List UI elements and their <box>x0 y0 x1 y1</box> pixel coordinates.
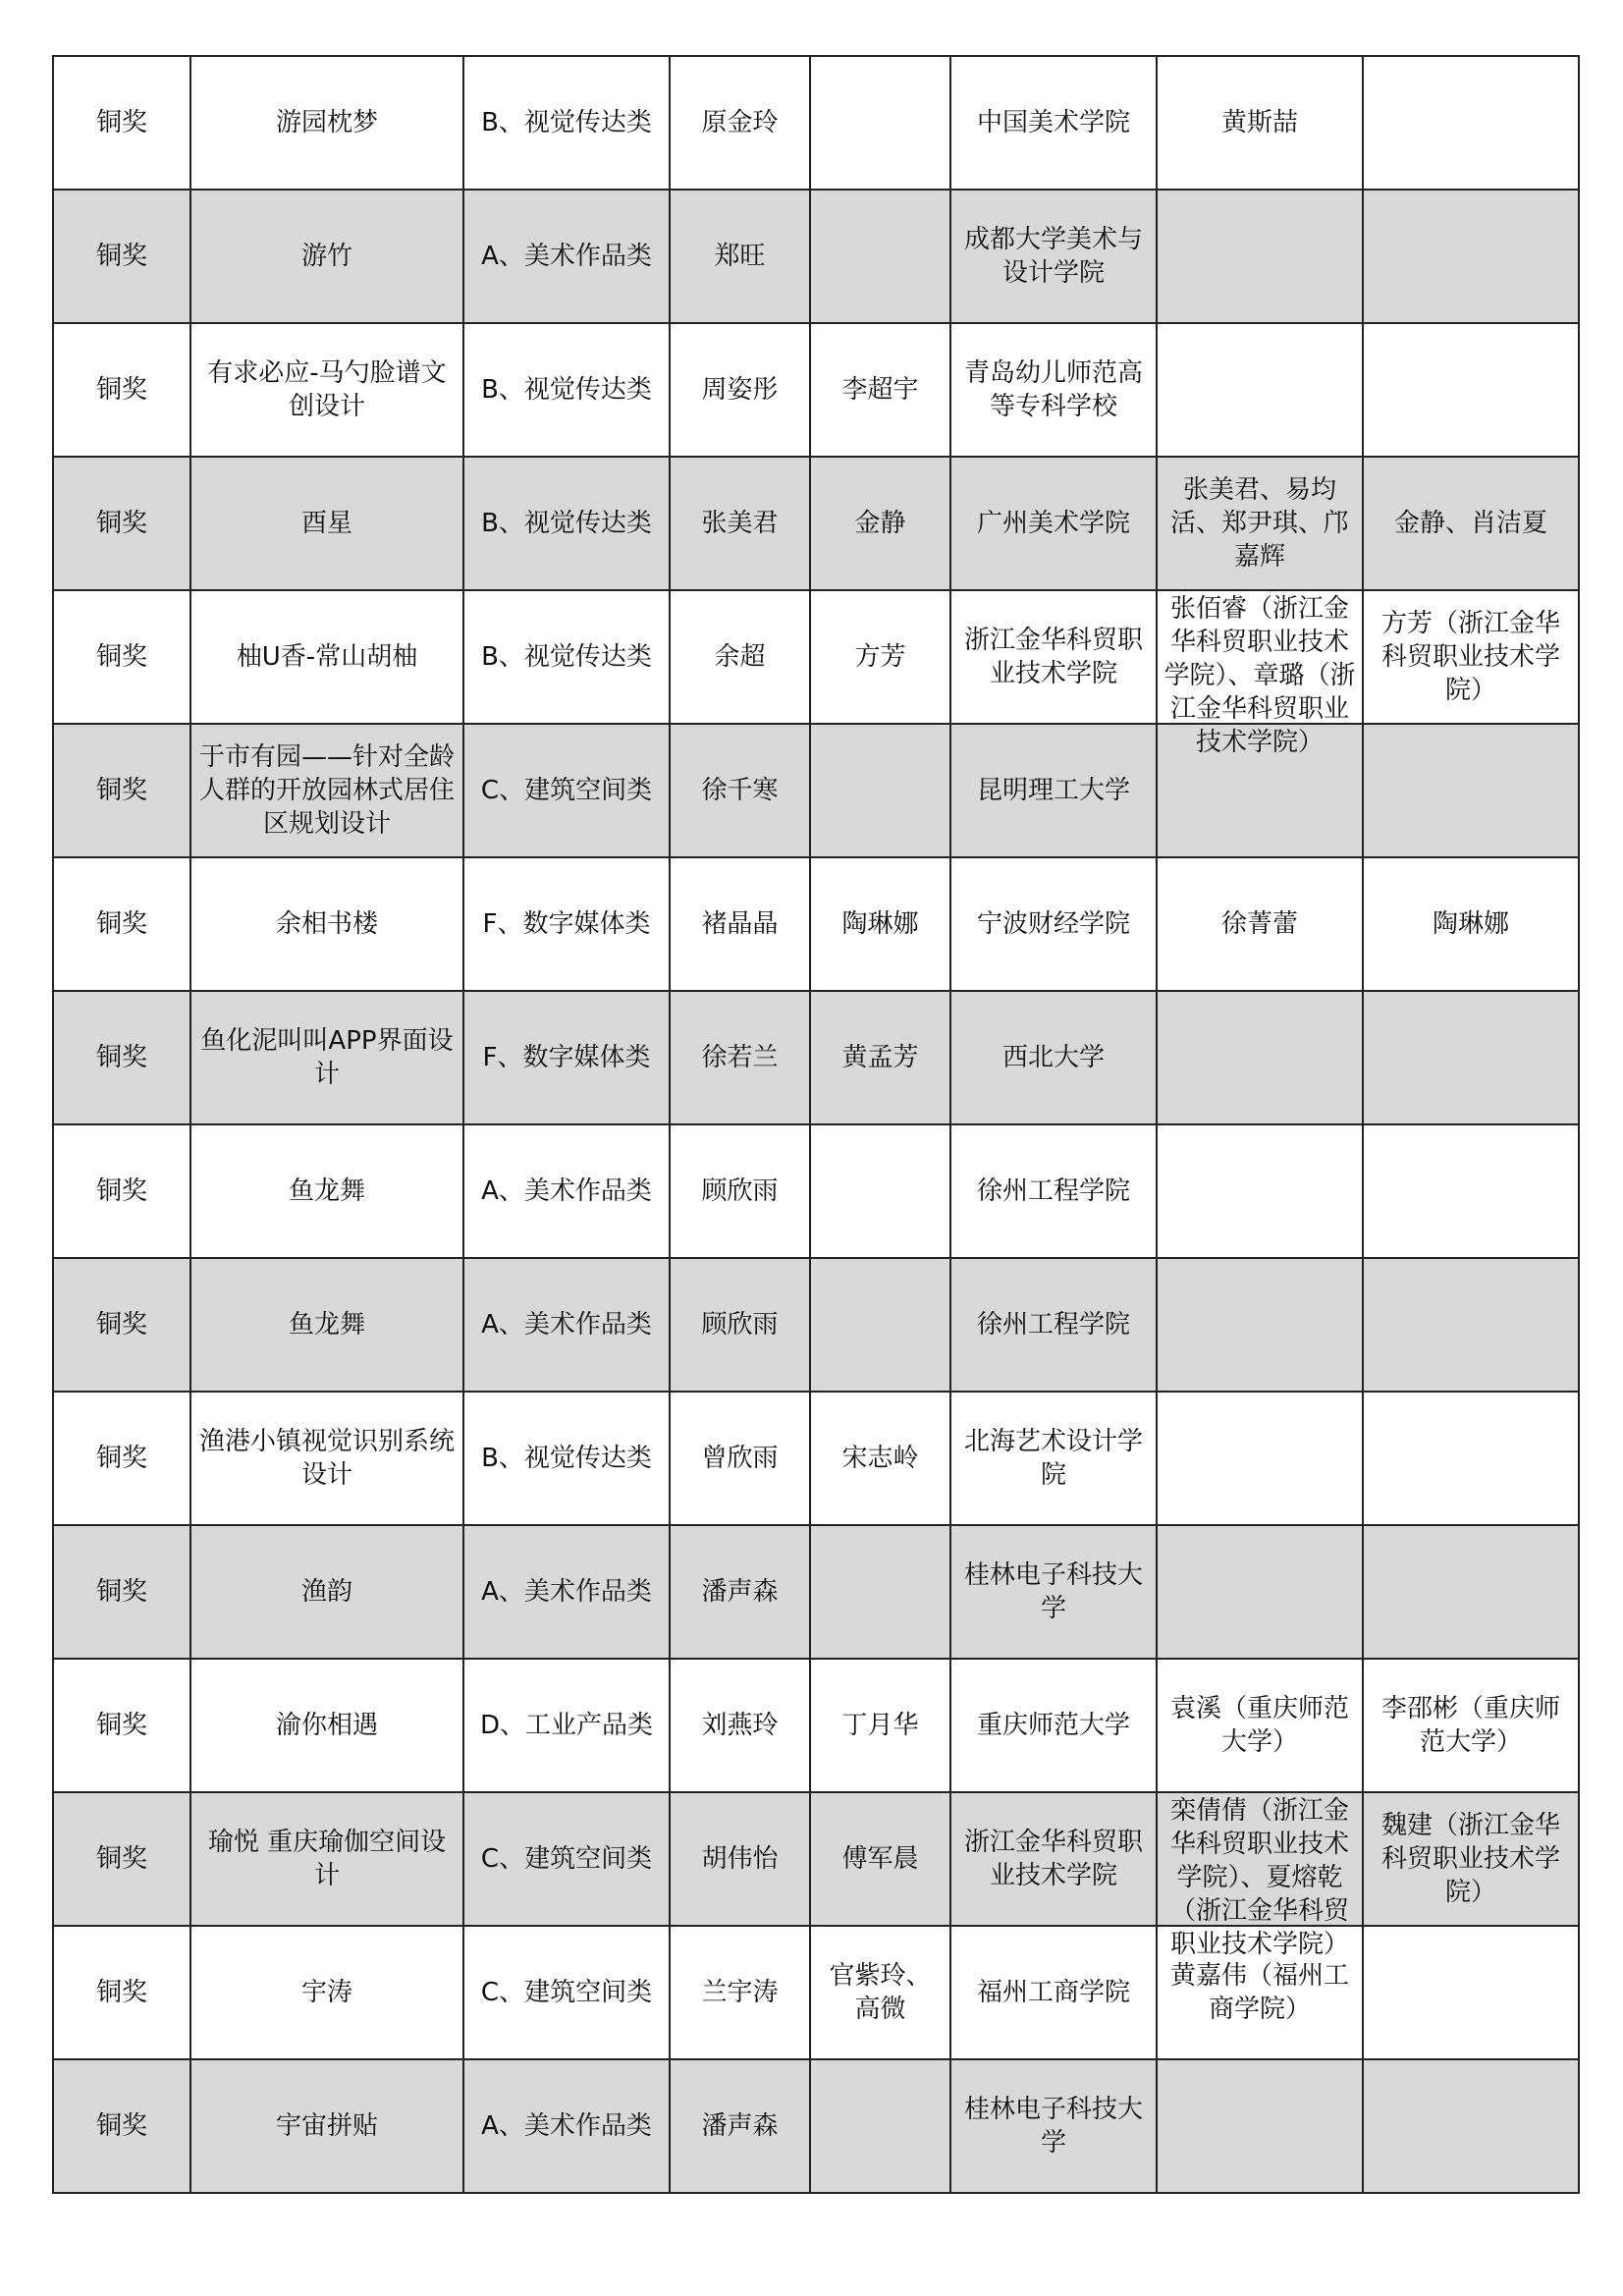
advisor2-cell <box>1363 190 1579 323</box>
author-cell-text: 张美君 <box>701 509 779 538</box>
school-cell <box>950 1926 1157 2059</box>
work-title-cell-text: 余相书楼 <box>275 909 378 939</box>
award-cell <box>53 323 190 457</box>
coauthor-cell <box>810 991 950 1124</box>
school-cell-text: 重庆师范大学 <box>976 1711 1130 1740</box>
category-cell-text: A、美术作品类 <box>481 1577 652 1607</box>
coauthor-cell <box>810 457 950 590</box>
category-cell <box>463 857 670 991</box>
advisor2-cell <box>1363 2059 1579 2193</box>
category-cell-text: C、建筑空间类 <box>480 776 653 805</box>
work-title-cell-text: 酉星 <box>300 509 352 538</box>
advisor-cell <box>1157 56 1363 190</box>
school-cell-text: 青岛幼儿师范高等专科学校 <box>963 358 1143 421</box>
award-cell-text: 铜奖 <box>95 642 147 672</box>
coauthor-cell <box>810 857 950 991</box>
author-cell <box>670 1926 810 2059</box>
advisor-cell-text: 张佰睿（浙江金华科贸职业技术学院）、章璐（浙江金华科贸职业技术学院） <box>1163 594 1356 757</box>
school-cell-text: 徐州工程学院 <box>976 1176 1130 1206</box>
work-title-cell-text: 渝你相遇 <box>275 1711 378 1740</box>
school-cell-text: 徐州工程学院 <box>976 1310 1130 1339</box>
work-title-cell <box>190 857 463 991</box>
coauthor-cell-text: 丁月华 <box>841 1711 919 1740</box>
award-cell <box>53 1525 190 1659</box>
award-cell <box>53 1792 190 1926</box>
table-row <box>53 56 1579 190</box>
school-cell <box>950 1124 1157 1258</box>
school-cell-text: 浙江金华科贸职业技术学院 <box>963 626 1143 688</box>
award-cell-text: 铜奖 <box>95 1176 147 1206</box>
school-cell-text: 桂林电子科技大学 <box>963 1560 1143 1623</box>
category-cell-text: B、视觉传达类 <box>481 1444 652 1473</box>
school-cell <box>950 1392 1157 1525</box>
category-cell <box>463 190 670 323</box>
advisor-cell <box>1157 590 1363 757</box>
award-cell-text: 铜奖 <box>95 1577 147 1607</box>
award-cell-text: 铜奖 <box>95 1043 147 1072</box>
advisor-cell <box>1157 457 1363 590</box>
work-title-cell-text: 游园枕梦 <box>275 108 378 137</box>
table-row <box>53 857 1579 991</box>
advisor2-cell-text: 魏建（浙江金华科贸职业技术学院） <box>1380 1811 1560 1907</box>
work-title-cell <box>190 56 463 190</box>
category-cell <box>463 457 670 590</box>
school-cell <box>950 457 1157 590</box>
advisor-cell <box>1157 1392 1363 1525</box>
school-cell <box>950 1792 1157 1926</box>
school-cell-text: 北海艺术设计学院 <box>963 1427 1143 1490</box>
author-cell-text: 顾欣雨 <box>701 1310 779 1339</box>
school-cell-text: 昆明理工大学 <box>976 776 1130 805</box>
category-cell <box>463 56 670 190</box>
advisor-cell <box>1157 323 1363 457</box>
category-cell <box>463 1792 670 1926</box>
author-cell <box>670 1792 810 1926</box>
coauthor-cell <box>810 1792 950 1926</box>
work-title-cell-text: 有求必应-马勺脸谱文创设计 <box>207 358 447 421</box>
award-cell-text: 铜奖 <box>95 108 147 137</box>
table-row <box>53 1926 1579 2059</box>
author-cell <box>670 1258 810 1392</box>
work-title-cell <box>190 991 463 1124</box>
school-cell <box>950 857 1157 991</box>
category-cell <box>463 590 670 724</box>
coauthor-cell <box>810 1525 950 1659</box>
author-cell <box>670 1124 810 1258</box>
category-cell-text: C、建筑空间类 <box>480 1978 653 2007</box>
author-cell-text: 潘声森 <box>701 1577 779 1607</box>
work-title-cell <box>190 1525 463 1659</box>
coauthor-cell-text: 金静 <box>854 509 906 538</box>
table-row <box>53 1792 1579 1926</box>
award-table <box>52 55 1580 2194</box>
category-cell <box>463 724 670 857</box>
work-title-cell <box>190 1659 463 1792</box>
advisor-cell <box>1157 857 1363 991</box>
author-cell <box>670 2059 810 2193</box>
work-title-cell-text: 宇涛 <box>300 1978 352 2007</box>
work-title-cell-text: 瑜悦 重庆瑜伽空间设计 <box>207 1828 447 1890</box>
work-title-cell-text: 于市有园——针对全龄人群的开放园林式居住区规划设计 <box>198 742 455 839</box>
award-cell <box>53 1124 190 1258</box>
table-row <box>53 1258 1579 1392</box>
advisor-cell-text: 黄嘉伟（福州工商学院） <box>1169 1961 1349 2024</box>
advisor-cell-text: 张美君、易均活、郑尹琪、邝嘉辉 <box>1169 475 1349 572</box>
category-cell <box>463 1659 670 1792</box>
school-cell-text: 宁波财经学院 <box>976 909 1130 939</box>
coauthor-cell <box>810 56 950 190</box>
award-cell-text: 铜奖 <box>95 1844 147 1874</box>
category-cell-text: F、数字媒体类 <box>482 1043 651 1072</box>
advisor-cell <box>1157 1792 1363 1959</box>
award-cell <box>53 857 190 991</box>
category-cell-text: A、美术作品类 <box>481 2111 652 2141</box>
coauthor-cell-text: 陶琳娜 <box>841 909 919 939</box>
advisor-cell <box>1157 991 1363 1124</box>
author-cell <box>670 590 810 724</box>
author-cell <box>670 323 810 457</box>
work-title-cell <box>190 2059 463 2193</box>
advisor-cell <box>1157 1124 1363 1258</box>
work-title-cell-text: 宇宙拼贴 <box>275 2111 378 2141</box>
advisor2-cell <box>1363 724 1579 857</box>
award-cell <box>53 1258 190 1392</box>
advisor2-cell <box>1363 56 1579 190</box>
category-cell <box>463 991 670 1124</box>
category-cell-text: A、美术作品类 <box>481 1310 652 1339</box>
author-cell-text: 刘燕玲 <box>701 1711 779 1740</box>
advisor-cell-text: 袁溪（重庆师范大学） <box>1169 1694 1349 1757</box>
advisor2-cell <box>1363 1124 1579 1258</box>
author-cell-text: 周姿彤 <box>701 375 779 405</box>
category-cell-text: A、美术作品类 <box>481 242 652 271</box>
coauthor-cell-text: 黄孟芳 <box>841 1043 919 1072</box>
author-cell <box>670 991 810 1124</box>
category-cell-text: C、建筑空间类 <box>480 1844 653 1874</box>
author-cell <box>670 190 810 323</box>
award-cell-text: 铜奖 <box>95 509 147 538</box>
advisor2-cell <box>1363 991 1579 1124</box>
category-cell <box>463 323 670 457</box>
work-title-cell-text: 鱼龙舞 <box>288 1176 365 1206</box>
advisor2-cell-text: 方芳（浙江金华科贸职业技术学院） <box>1380 609 1560 705</box>
work-title-cell <box>190 1124 463 1258</box>
school-cell-text: 中国美术学院 <box>976 108 1130 137</box>
work-title-cell-text: 鱼化泥叫叫APP界面设计 <box>200 1026 454 1089</box>
table-row <box>53 1525 1579 1659</box>
advisor-cell-text: 栾倩倩（浙江金华科贸职业技术学院）、夏熔乾（浙江金华科贸职业技术学院） <box>1169 1796 1349 1959</box>
coauthor-cell <box>810 2059 950 2193</box>
award-cell-text: 铜奖 <box>95 1310 147 1339</box>
table-row <box>53 2059 1579 2193</box>
coauthor-cell-text: 李超宇 <box>841 375 919 405</box>
award-cell <box>53 590 190 724</box>
advisor2-cell <box>1363 1392 1579 1525</box>
author-cell <box>670 857 810 991</box>
table-row <box>53 724 1579 857</box>
coauthor-cell <box>810 323 950 457</box>
award-cell-text: 铜奖 <box>95 242 147 271</box>
table-row <box>53 1659 1579 1792</box>
author-cell-text: 潘声森 <box>701 2111 779 2141</box>
school-cell <box>950 56 1157 190</box>
author-cell-text: 胡伟怡 <box>701 1844 779 1874</box>
table-row <box>53 1124 1579 1258</box>
category-cell-text: D、工业产品类 <box>479 1711 654 1740</box>
work-title-cell-text: 鱼龙舞 <box>288 1310 365 1339</box>
school-cell <box>950 2059 1157 2193</box>
category-cell <box>463 1258 670 1392</box>
author-cell-text: 余超 <box>714 642 766 672</box>
author-cell-text: 曾欣雨 <box>701 1444 779 1473</box>
school-cell-text: 成都大学美术与设计学院 <box>963 225 1143 288</box>
award-cell <box>53 1392 190 1525</box>
author-cell-text: 顾欣雨 <box>701 1176 779 1206</box>
advisor-cell <box>1157 1525 1363 1659</box>
coauthor-cell <box>810 1926 950 2059</box>
table-row <box>53 457 1579 590</box>
category-cell <box>463 1124 670 1258</box>
advisor2-cell <box>1363 857 1579 991</box>
award-cell <box>53 190 190 323</box>
author-cell-text: 原金玲 <box>701 108 779 137</box>
school-cell-text: 广州美术学院 <box>976 509 1130 538</box>
coauthor-cell-text: 宋志岭 <box>841 1444 919 1473</box>
category-cell-text: A、美术作品类 <box>481 1176 652 1206</box>
award-cell <box>53 991 190 1124</box>
work-title-cell <box>190 1392 463 1525</box>
coauthor-cell <box>810 590 950 724</box>
award-cell-text: 铜奖 <box>95 776 147 805</box>
coauthor-cell-text: 傅军晨 <box>841 1844 919 1874</box>
advisor-cell <box>1157 1258 1363 1392</box>
award-cell-text: 铜奖 <box>95 1444 147 1473</box>
author-cell <box>670 1392 810 1525</box>
advisor2-cell <box>1363 1926 1579 2059</box>
school-cell <box>950 323 1157 457</box>
advisor2-cell <box>1363 1659 1579 1792</box>
award-cell-text: 铜奖 <box>95 909 147 939</box>
table-row <box>53 323 1579 457</box>
author-cell-text: 兰宇涛 <box>701 1978 779 2007</box>
award-cell <box>53 724 190 857</box>
advisor2-cell <box>1363 1258 1579 1392</box>
advisor-cell <box>1157 1659 1363 1792</box>
author-cell <box>670 1659 810 1792</box>
school-cell-text: 浙江金华科贸职业技术学院 <box>963 1828 1143 1890</box>
advisor2-cell <box>1363 1792 1579 1926</box>
advisor2-cell-text: 陶琳娜 <box>1432 909 1509 939</box>
school-cell <box>950 724 1157 857</box>
coauthor-cell <box>810 724 950 857</box>
category-cell <box>463 1926 670 2059</box>
work-title-cell <box>190 724 463 857</box>
school-cell <box>950 190 1157 323</box>
author-cell <box>670 724 810 857</box>
advisor2-cell-text: 李邵彬（重庆师范大学） <box>1380 1694 1560 1757</box>
school-cell <box>950 991 1157 1124</box>
coauthor-cell <box>810 190 950 323</box>
award-cell <box>53 56 190 190</box>
work-title-cell <box>190 590 463 724</box>
work-title-cell <box>190 323 463 457</box>
award-cell-text: 铜奖 <box>95 375 147 405</box>
table-row <box>53 590 1579 724</box>
work-title-cell <box>190 190 463 323</box>
coauthor-cell-text: 官紫玲、高微 <box>829 1961 932 2024</box>
award-cell <box>53 457 190 590</box>
award-cell-text: 铜奖 <box>95 2111 147 2141</box>
advisor-cell <box>1157 190 1363 323</box>
work-title-cell <box>190 1258 463 1392</box>
author-cell-text: 徐千寒 <box>701 776 779 805</box>
author-cell-text: 徐若兰 <box>701 1043 779 1072</box>
school-cell <box>950 590 1157 724</box>
coauthor-cell <box>810 1124 950 1258</box>
category-cell-text: B、视觉传达类 <box>481 375 652 405</box>
school-cell-text: 福州工商学院 <box>976 1978 1130 2007</box>
school-cell-text: 西北大学 <box>1001 1043 1105 1072</box>
category-cell <box>463 1525 670 1659</box>
coauthor-cell <box>810 1258 950 1392</box>
award-cell <box>53 1659 190 1792</box>
coauthor-cell <box>810 1392 950 1525</box>
award-cell <box>53 2059 190 2193</box>
advisor-cell <box>1157 2059 1363 2193</box>
work-title-cell-text: 渔港小镇视觉识别系统设计 <box>198 1427 455 1490</box>
coauthor-cell-text: 方芳 <box>854 642 906 672</box>
advisor2-cell-text: 金静、肖洁夏 <box>1393 509 1547 538</box>
work-title-cell-text: 柚U香-常山胡柚 <box>236 642 418 672</box>
school-cell-text: 桂林电子科技大学 <box>963 2095 1143 2158</box>
school-cell <box>950 1659 1157 1792</box>
category-cell <box>463 1392 670 1525</box>
work-title-cell <box>190 1926 463 2059</box>
author-cell-text: 郑旺 <box>714 242 766 271</box>
award-cell <box>53 1926 190 2059</box>
award-cell-text: 铜奖 <box>95 1978 147 2007</box>
table-row <box>53 1392 1579 1525</box>
table-row <box>53 190 1579 323</box>
category-cell-text: F、数字媒体类 <box>482 909 651 939</box>
table-row <box>53 991 1579 1124</box>
category-cell-text: B、视觉传达类 <box>481 642 652 672</box>
author-cell-text: 褚晶晶 <box>701 909 779 939</box>
work-title-cell <box>190 1792 463 1926</box>
category-cell-text: B、视觉传达类 <box>481 108 652 137</box>
author-cell <box>670 56 810 190</box>
school-cell <box>950 1258 1157 1392</box>
advisor2-cell <box>1363 590 1579 724</box>
author-cell <box>670 1525 810 1659</box>
advisor2-cell <box>1363 323 1579 457</box>
school-cell <box>950 1525 1157 1659</box>
category-cell-text: B、视觉传达类 <box>481 509 652 538</box>
advisor-cell-text: 黄斯喆 <box>1220 108 1298 137</box>
advisor-cell-text: 徐菁蕾 <box>1220 909 1298 939</box>
advisor2-cell <box>1363 457 1579 590</box>
award-cell-text: 铜奖 <box>95 1711 147 1740</box>
category-cell <box>463 2059 670 2193</box>
work-title-cell-text: 渔韵 <box>300 1577 352 1607</box>
coauthor-cell <box>810 1659 950 1792</box>
work-title-cell <box>190 457 463 590</box>
author-cell <box>670 457 810 590</box>
advisor2-cell <box>1363 1525 1579 1659</box>
work-title-cell-text: 游竹 <box>300 242 352 271</box>
